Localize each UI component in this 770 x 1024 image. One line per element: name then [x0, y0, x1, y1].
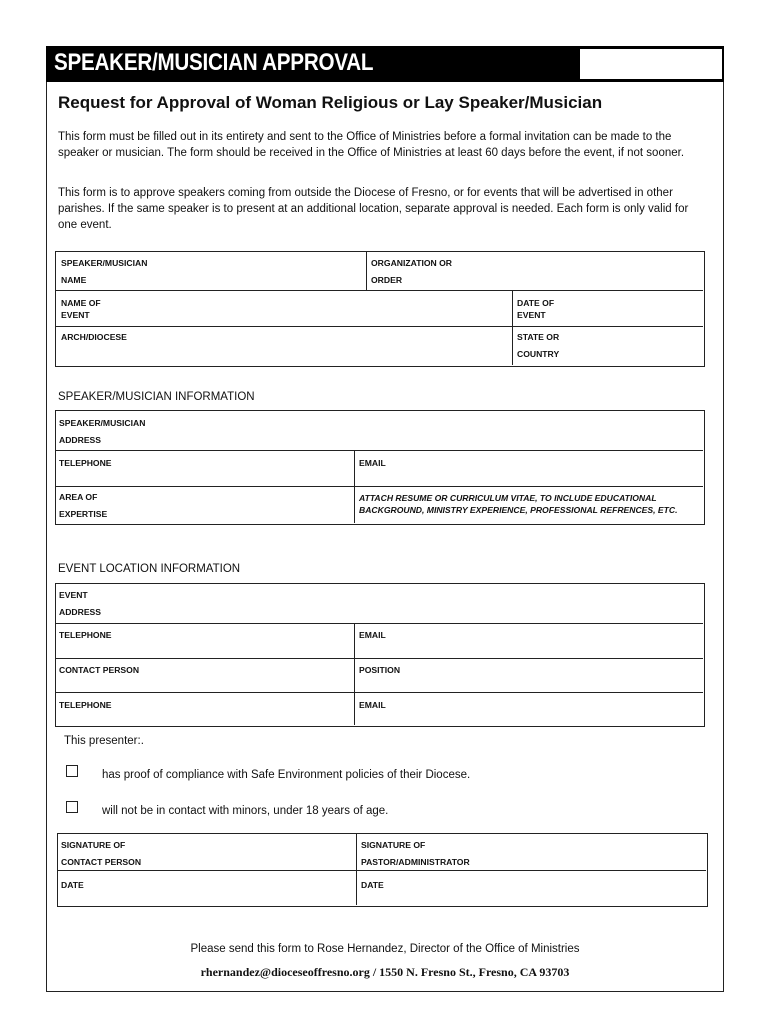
event-address-field[interactable]: EVENT ADDRESS — [59, 590, 102, 617]
footer-contact: rhernandez@dioceseoffresno.org / 1550 N. Fresno St., Fresno, CA 93703 — [200, 965, 570, 979]
safe-environment-checkbox[interactable] — [66, 765, 78, 777]
event-email-field[interactable]: EMAIL — [359, 630, 386, 640]
position-field[interactable]: POSITION — [359, 665, 401, 675]
contact-telephone-field[interactable]: TELEPHONE — [59, 700, 112, 710]
event-name-field[interactable]: NAME OF EVENT — [61, 298, 101, 320]
presenter-intro: This presenter:. — [64, 735, 144, 747]
contact-email-field[interactable]: EMAIL — [359, 700, 386, 710]
arch-diocese-field[interactable]: ARCH/DIOCESE — [61, 332, 127, 342]
event-telephone-field[interactable]: TELEPHONE — [59, 630, 112, 640]
event-location-table — [55, 583, 705, 727]
contact-person-field[interactable]: CONTACT PERSON — [59, 665, 140, 675]
minors-label: will not be in contact with minors, under 18 years of age. — [102, 805, 389, 817]
state-country-field[interactable]: STATE OR COUNTRY — [517, 332, 560, 359]
form-subtitle: Request for Approval of Woman Religious or Lay Speaker/Musician — [58, 93, 603, 112]
contact-date-field[interactable]: DATE — [61, 880, 84, 890]
event-location-heading: EVENT LOCATION INFORMATION — [58, 563, 241, 575]
form-title: SPEAKER/MUSICIAN APPROVAL — [54, 49, 374, 76]
expertise-field[interactable]: AREA OF EXPERTISE — [59, 492, 108, 519]
pastor-signature-field[interactable]: SIGNATURE OF PASTOR/ADMINISTRATOR — [361, 840, 470, 867]
speaker-info-heading: SPEAKER/MUSICIAN INFORMATION — [58, 391, 255, 403]
event-table — [55, 251, 705, 367]
organization-field[interactable]: ORGANIZATION OR ORDER — [371, 258, 452, 285]
intro-paragraph-1: This form must be filled out in its entirety and sent to the Office of Ministries before a formal invitation can be made to the speaker or musician. The form should be received in the Office of Ministries at least 60 days before the event, if not sooner. — [58, 131, 685, 159]
pastor-date-field[interactable]: DATE — [361, 880, 384, 890]
resume-note: ATTACH RESUME OR CURRICULUM VITAE, TO INCLUDE EDUCATIONAL BACKGROUND, MINISTRY EXPERIENCE, PROFESSIONAL REFRENCES, ETC. — [359, 493, 678, 515]
minors-checkbox[interactable] — [66, 801, 78, 813]
contact-signature-field[interactable]: SIGNATURE OF CONTACT PERSON — [61, 840, 142, 867]
speaker-telephone-field[interactable]: TELEPHONE — [59, 458, 112, 468]
intro-paragraph-2: This form is to approve speakers coming from outside the Diocese of Fresno, or for events that will be advertised in other parishes. If the same speaker is to present at an additional location, separate approval is needed. Each form is only valid for one event. — [58, 187, 689, 231]
speaker-info-table — [55, 410, 705, 525]
signature-table — [57, 833, 708, 907]
safe-environment-label: has proof of compliance with Safe Environment policies of their Diocese. — [102, 769, 471, 781]
form-number-box[interactable] — [580, 49, 722, 79]
event-date-field[interactable]: DATE OF EVENT — [517, 298, 555, 320]
footer-instruction: Please send this form to Rose Hernandez, Director of the Office of Ministries — [190, 943, 580, 955]
speaker-email-field[interactable]: EMAIL — [359, 458, 386, 468]
speaker-address-field[interactable]: SPEAKER/MUSICIAN ADDRESS — [59, 418, 146, 445]
speaker-name-field[interactable]: SPEAKER/MUSICIAN NAME — [61, 258, 148, 285]
